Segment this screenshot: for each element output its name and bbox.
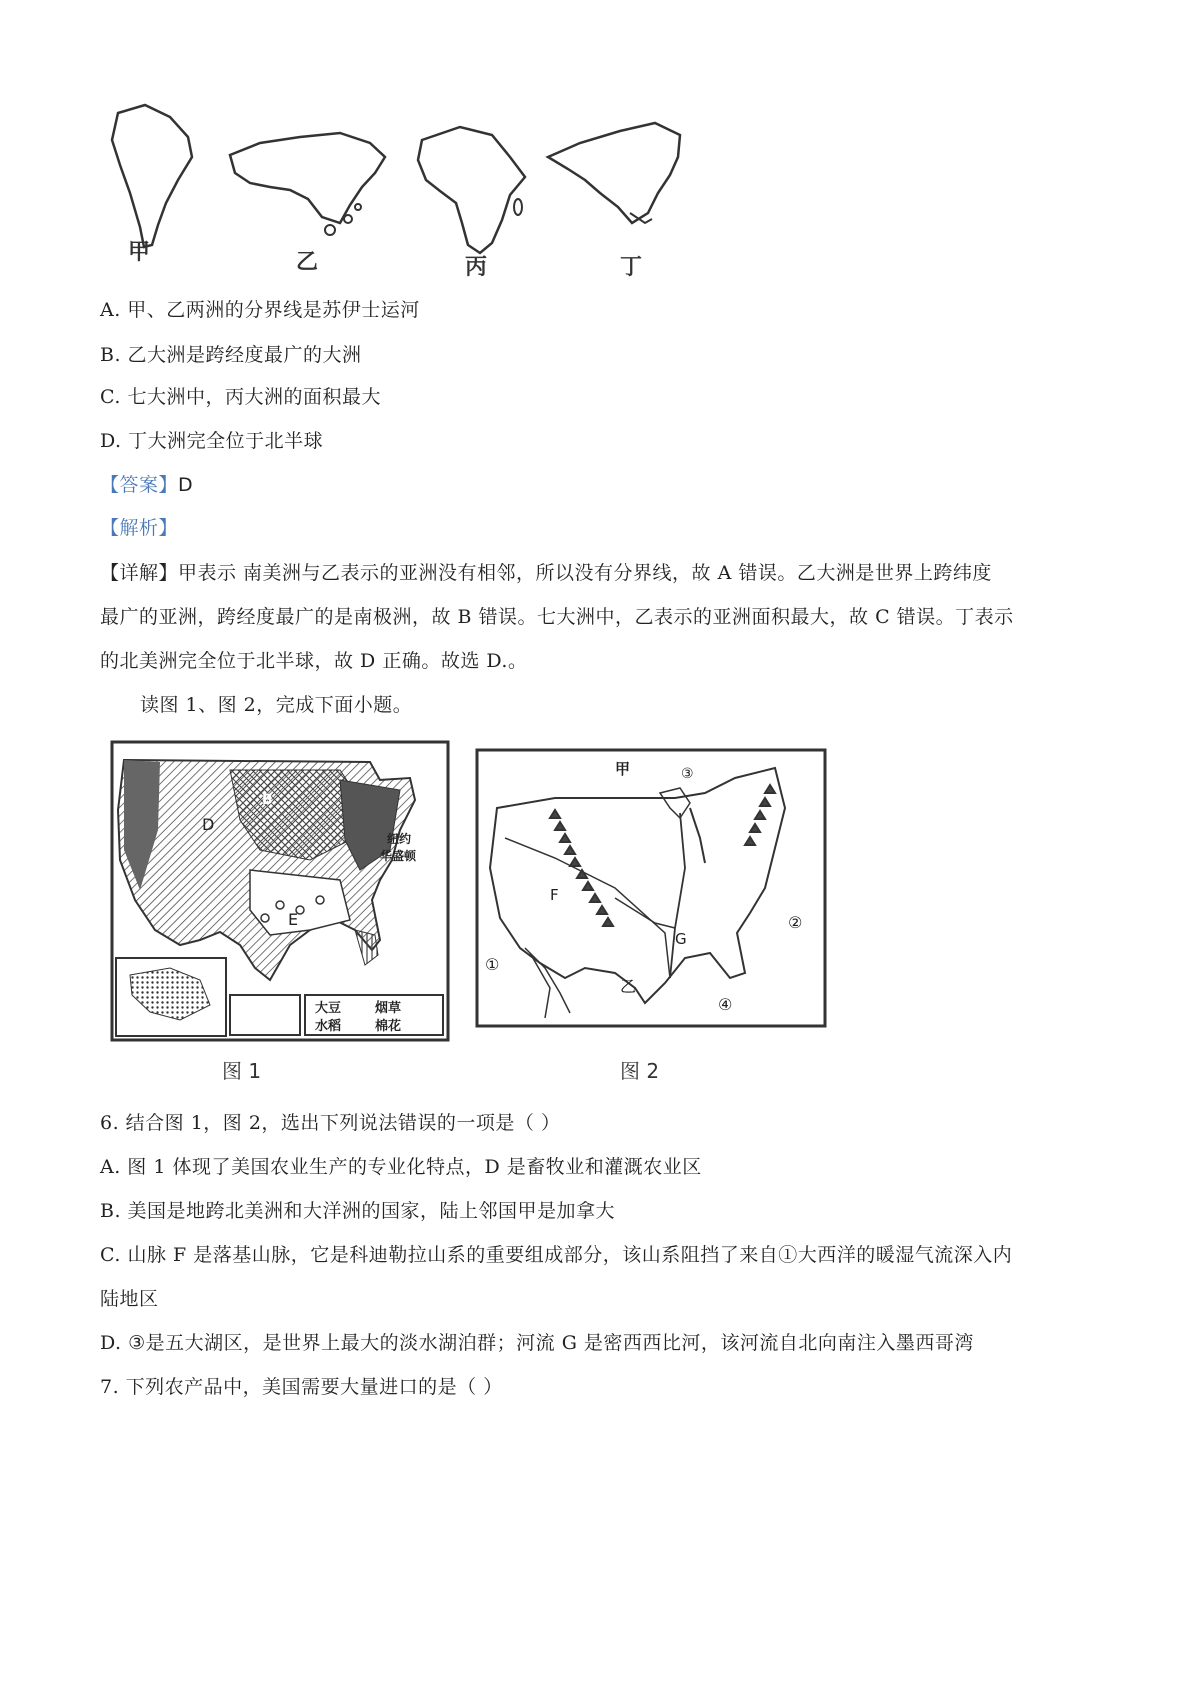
continent-label-bing: 丙: [465, 255, 488, 280]
q6-stem: 6. 结合图 1，图 2，选出下列说法错误的一项是（ ）: [100, 1112, 561, 1134]
q5-option-d: D. 丁大洲完全位于北半球: [100, 430, 324, 452]
south-america-outline: [112, 105, 192, 247]
reading-intro: 读图 1、图 2，完成下面小题。: [140, 694, 413, 716]
fig2-label-f: F: [550, 886, 559, 904]
analysis-tag: 【解析】: [100, 517, 179, 539]
answer-value: D: [178, 474, 194, 496]
fig1-legend-cotton: 棉花: [375, 1019, 402, 1034]
fig2-label-c2: ②: [788, 913, 803, 932]
figure-1-caption: 图 1: [222, 1059, 262, 1083]
answer-line: [100, 472, 193, 498]
answer-tag: 【答案】: [100, 474, 179, 496]
q5-option-b: B. 乙大洲是跨经度最广的大洲: [100, 344, 362, 366]
continent-label-ding: 丁: [620, 255, 643, 280]
q6-option-d: D. ③是五大湖区，是世界上最大的淡水湖泊群；河流 G 是密西西比河，该河流自北向南注入墨西哥湾: [100, 1332, 974, 1354]
q7-stem: 7. 下列农产品中，美国需要大量进口的是（ ）: [100, 1376, 503, 1398]
fig2-label-c1: ①: [485, 955, 500, 974]
continents-figure: [100, 95, 700, 285]
q5-option-a: A. 甲、乙两洲的分界线是苏伊士运河: [100, 299, 420, 321]
detail-line-1: 【详解】甲表示 南美洲与乙表示的亚洲没有相邻，所以没有分界线，故 A 错误。乙大洲是世界上跨纬度: [100, 562, 992, 584]
figure-2-svg: [475, 748, 827, 1028]
fig1-label-b: B: [262, 792, 273, 808]
continent-label-jia: 甲: [128, 240, 151, 265]
fig2-label-jia: 甲: [615, 760, 631, 778]
continents-outlines: [100, 95, 700, 285]
fig1-label-d: D: [202, 815, 215, 834]
q6-option-c-line1: C. 山脉 F 是落基山脉，它是科迪勒拉山系的重要组成部分，该山系阻挡了来自①大西洋的暖湿气流深入内: [100, 1244, 1013, 1266]
fig1-legend-rice: 水稻: [315, 1019, 342, 1034]
africa-outline: [418, 127, 525, 253]
fig1-label-washington: 华盛顿: [380, 849, 417, 863]
detail-line-2: 最广的亚洲，跨经度最广的是南极洲，故 B 错误。七大洲中，乙表示的亚洲面积最大，故 C 错误。丁表示: [100, 606, 1014, 628]
asia-outline: [230, 133, 385, 223]
q5-option-c: C. 七大洲中，丙大洲的面积最大: [100, 386, 381, 408]
fig1-label-e: E: [288, 910, 299, 929]
fig2-label-yi: 乙: [620, 977, 637, 996]
fig2-label-g: G: [675, 930, 687, 948]
figure-2-caption: 图 2: [620, 1059, 660, 1083]
continent-label-yi: 乙: [296, 250, 319, 275]
fig2-label-c3: ③: [681, 766, 694, 782]
north-america-outline: [548, 123, 680, 223]
q6-option-b: B. 美国是地跨北美洲和大洋洲的国家，陆上邻国甲是加拿大: [100, 1200, 616, 1222]
q6-option-a: A. 图 1 体现了美国农业生产的专业化特点，D 是畜牧业和灌溉农业区: [100, 1156, 702, 1178]
figure-1-map: [110, 740, 450, 1042]
fig1-legend-tobacco: 烟草: [375, 1001, 402, 1016]
q6-option-c-line2: 陆地区: [100, 1288, 159, 1310]
fig2-label-c4: ④: [718, 995, 733, 1014]
detail-line-3: 的北美洲完全位于北半球，故 D 正确。故选 D.。: [100, 650, 528, 672]
fig1-legend-soy: 大豆: [315, 1001, 342, 1016]
fig1-label-newyork: 纽约: [387, 832, 412, 846]
figure-1-svg: [110, 740, 450, 1042]
figure-2-map: [475, 748, 827, 1028]
